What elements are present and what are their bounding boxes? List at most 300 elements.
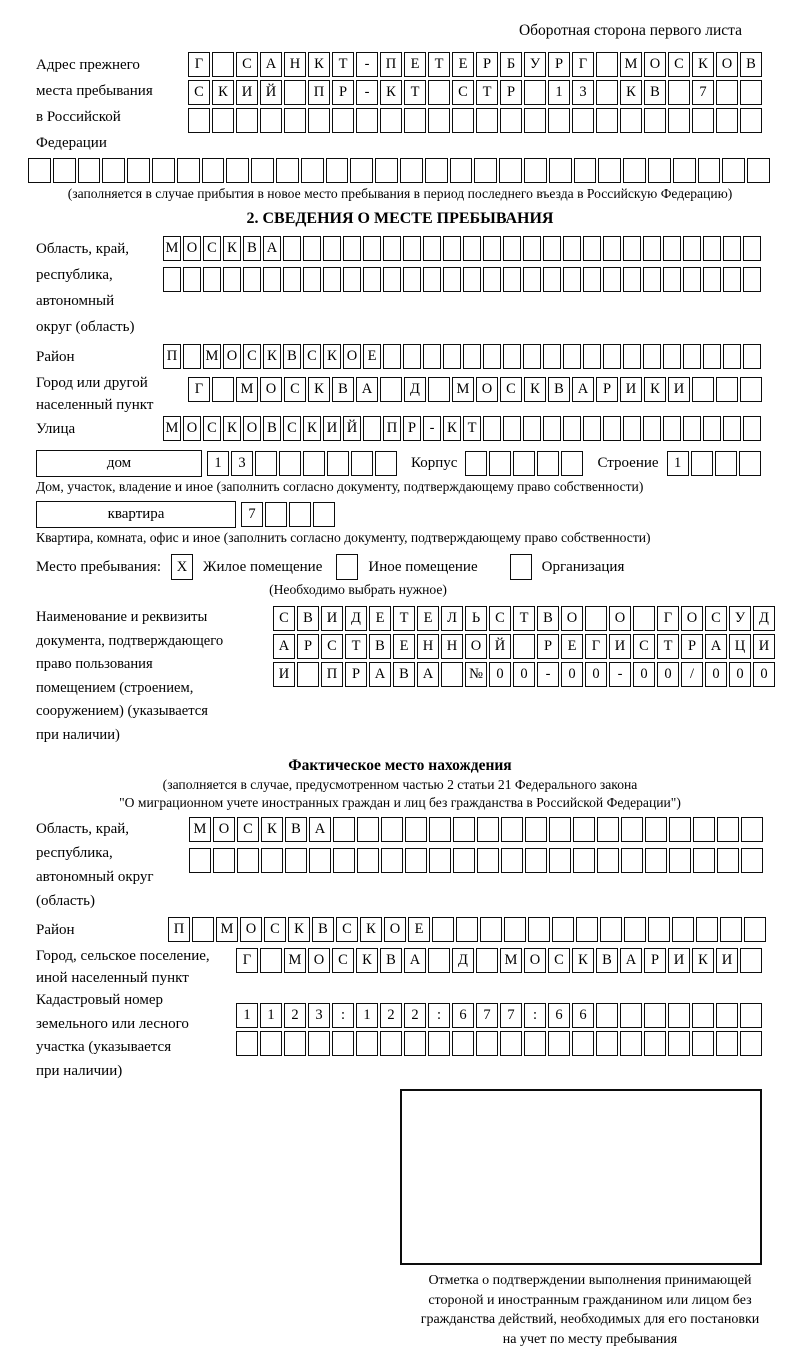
char-cell[interactable] <box>163 267 181 292</box>
char-cell[interactable]: А <box>260 52 282 77</box>
char-cell[interactable] <box>403 344 421 369</box>
char-cell[interactable]: К <box>323 344 341 369</box>
char-cell[interactable]: 0 <box>561 662 583 687</box>
char-cell[interactable] <box>477 848 499 873</box>
char-cell[interactable]: В <box>537 606 559 631</box>
char-cell[interactable] <box>261 848 283 873</box>
char-cell[interactable] <box>603 344 621 369</box>
char-cell[interactable]: С <box>500 377 522 402</box>
char-cell[interactable] <box>643 236 661 261</box>
char-cell[interactable] <box>501 848 523 873</box>
char-cell[interactable]: У <box>729 606 751 631</box>
char-cell[interactable] <box>500 1031 522 1056</box>
char-cell[interactable]: В <box>263 416 281 441</box>
char-cell[interactable] <box>78 158 101 183</box>
char-cell[interactable]: - <box>537 662 559 687</box>
char-cell[interactable] <box>189 848 211 873</box>
char-cell[interactable]: - <box>609 662 631 687</box>
char-cell[interactable] <box>668 1003 690 1028</box>
char-cell[interactable]: В <box>285 817 307 842</box>
char-cell[interactable]: О <box>223 344 241 369</box>
char-cell[interactable] <box>596 1031 618 1056</box>
char-cell[interactable]: К <box>692 948 714 973</box>
char-cell[interactable]: Д <box>452 948 474 973</box>
char-cell[interactable] <box>563 344 581 369</box>
char-cell[interactable] <box>453 817 475 842</box>
char-cell[interactable]: И <box>321 606 343 631</box>
char-cell[interactable]: П <box>380 52 402 77</box>
char-cell[interactable] <box>284 108 306 133</box>
char-cell[interactable]: Е <box>561 634 583 659</box>
char-cell[interactable] <box>563 267 581 292</box>
char-cell[interactable] <box>443 267 461 292</box>
char-cell[interactable] <box>236 108 258 133</box>
char-cell[interactable] <box>303 236 321 261</box>
char-cell[interactable] <box>543 344 561 369</box>
char-cell[interactable]: К <box>380 80 402 105</box>
char-cell[interactable]: А <box>273 634 295 659</box>
char-cell[interactable]: О <box>476 377 498 402</box>
char-cell[interactable] <box>276 158 299 183</box>
char-cell[interactable]: К <box>308 52 330 77</box>
char-cell[interactable] <box>212 52 234 77</box>
char-cell[interactable] <box>723 267 741 292</box>
char-cell[interactable] <box>212 377 234 402</box>
char-cell[interactable]: 0 <box>585 662 607 687</box>
char-cell[interactable] <box>603 416 621 441</box>
char-cell[interactable] <box>683 267 701 292</box>
char-cell[interactable]: 0 <box>513 662 535 687</box>
char-cell[interactable] <box>425 158 448 183</box>
char-cell[interactable]: - <box>356 52 378 77</box>
char-cell[interactable]: С <box>264 917 286 942</box>
char-cell[interactable]: В <box>548 377 570 402</box>
char-cell[interactable]: 1 <box>667 451 689 476</box>
char-cell[interactable] <box>428 948 450 973</box>
char-cell[interactable] <box>236 1031 258 1056</box>
char-cell[interactable]: А <box>369 662 391 687</box>
char-cell[interactable]: Н <box>441 634 463 659</box>
char-cell[interactable] <box>524 1031 546 1056</box>
char-cell[interactable] <box>237 848 259 873</box>
char-cell[interactable]: К <box>223 236 241 261</box>
char-cell[interactable]: Т <box>404 80 426 105</box>
char-cell[interactable]: С <box>203 416 221 441</box>
char-cell[interactable] <box>698 158 721 183</box>
char-cell[interactable]: Е <box>408 917 430 942</box>
char-cell[interactable]: В <box>297 606 319 631</box>
char-cell[interactable]: И <box>620 377 642 402</box>
char-cell[interactable]: О <box>384 917 406 942</box>
char-cell[interactable] <box>102 158 125 183</box>
char-cell[interactable]: М <box>216 917 238 942</box>
char-cell[interactable] <box>303 267 321 292</box>
char-cell[interactable]: Г <box>188 52 210 77</box>
char-cell[interactable]: О <box>681 606 703 631</box>
char-cell[interactable]: Г <box>657 606 679 631</box>
char-cell[interactable] <box>343 267 361 292</box>
char-cell[interactable] <box>203 267 221 292</box>
char-cell[interactable]: Й <box>489 634 511 659</box>
char-cell[interactable] <box>383 236 401 261</box>
char-cell[interactable] <box>563 416 581 441</box>
char-cell[interactable] <box>223 267 241 292</box>
char-cell[interactable]: Р <box>297 634 319 659</box>
char-cell[interactable]: К <box>303 416 321 441</box>
char-cell[interactable] <box>643 416 661 441</box>
char-cell[interactable] <box>356 108 378 133</box>
char-cell[interactable] <box>301 158 324 183</box>
char-cell[interactable]: А <box>620 948 642 973</box>
char-cell[interactable] <box>251 158 274 183</box>
char-cell[interactable] <box>740 377 762 402</box>
char-cell[interactable]: С <box>188 80 210 105</box>
char-cell[interactable] <box>326 158 349 183</box>
char-cell[interactable] <box>692 108 714 133</box>
char-cell[interactable] <box>308 1031 330 1056</box>
char-cell[interactable]: С <box>633 634 655 659</box>
char-cell[interactable]: Р <box>548 52 570 77</box>
char-cell[interactable] <box>543 416 561 441</box>
char-cell[interactable] <box>561 451 583 476</box>
char-cell[interactable]: 1 <box>356 1003 378 1028</box>
char-cell[interactable] <box>452 108 474 133</box>
char-cell[interactable] <box>643 344 661 369</box>
char-cell[interactable]: И <box>753 634 775 659</box>
char-cell[interactable]: Р <box>403 416 421 441</box>
char-cell[interactable]: М <box>500 948 522 973</box>
char-cell[interactable] <box>648 158 671 183</box>
char-cell[interactable] <box>327 451 349 476</box>
char-cell[interactable] <box>483 267 501 292</box>
char-cell[interactable]: 0 <box>705 662 727 687</box>
char-cell[interactable]: 2 <box>404 1003 426 1028</box>
char-cell[interactable] <box>351 451 373 476</box>
char-cell[interactable] <box>633 606 655 631</box>
char-cell[interactable]: П <box>383 416 401 441</box>
char-cell[interactable]: 0 <box>729 662 751 687</box>
char-cell[interactable] <box>543 236 561 261</box>
char-cell[interactable]: М <box>163 236 181 261</box>
char-cell[interactable]: В <box>243 236 261 261</box>
char-cell[interactable] <box>548 1031 570 1056</box>
char-cell[interactable] <box>423 236 441 261</box>
char-cell[interactable] <box>549 158 572 183</box>
char-cell[interactable] <box>743 267 761 292</box>
char-cell[interactable]: О <box>609 606 631 631</box>
char-cell[interactable] <box>692 1031 714 1056</box>
char-cell[interactable] <box>643 267 661 292</box>
char-cell[interactable]: О <box>243 416 261 441</box>
char-cell[interactable]: Т <box>332 52 354 77</box>
char-cell[interactable]: : <box>332 1003 354 1028</box>
char-cell[interactable]: Й <box>343 416 361 441</box>
char-cell[interactable]: Ь <box>465 606 487 631</box>
char-cell[interactable]: Г <box>236 948 258 973</box>
char-cell[interactable]: А <box>263 236 281 261</box>
char-cell[interactable]: С <box>243 344 261 369</box>
char-cell[interactable] <box>573 817 595 842</box>
char-cell[interactable] <box>644 108 666 133</box>
char-cell[interactable] <box>489 451 511 476</box>
char-cell[interactable] <box>429 817 451 842</box>
char-cell[interactable] <box>483 236 501 261</box>
char-cell[interactable] <box>548 108 570 133</box>
char-cell[interactable] <box>623 267 641 292</box>
char-cell[interactable]: С <box>336 917 358 942</box>
char-cell[interactable]: 7 <box>500 1003 522 1028</box>
char-cell[interactable] <box>715 451 737 476</box>
char-cell[interactable]: Д <box>345 606 367 631</box>
char-cell[interactable]: С <box>237 817 259 842</box>
char-cell[interactable] <box>309 848 331 873</box>
char-cell[interactable] <box>672 917 694 942</box>
char-cell[interactable]: А <box>309 817 331 842</box>
char-cell[interactable] <box>716 80 738 105</box>
char-cell[interactable] <box>480 917 502 942</box>
char-cell[interactable]: О <box>213 817 235 842</box>
char-cell[interactable]: И <box>716 948 738 973</box>
char-cell[interactable] <box>747 158 770 183</box>
char-cell[interactable]: С <box>489 606 511 631</box>
char-cell[interactable]: - <box>423 416 441 441</box>
char-cell[interactable] <box>525 817 547 842</box>
char-cell[interactable]: С <box>273 606 295 631</box>
char-cell[interactable] <box>620 1003 642 1028</box>
char-cell[interactable] <box>523 416 541 441</box>
char-cell[interactable] <box>668 80 690 105</box>
char-cell[interactable] <box>428 377 450 402</box>
char-cell[interactable]: М <box>189 817 211 842</box>
char-cell[interactable] <box>716 108 738 133</box>
char-cell[interactable] <box>603 236 621 261</box>
char-cell[interactable]: К <box>288 917 310 942</box>
char-cell[interactable]: Р <box>537 634 559 659</box>
char-cell[interactable] <box>443 236 461 261</box>
char-cell[interactable] <box>343 236 361 261</box>
char-cell[interactable]: Т <box>393 606 415 631</box>
char-cell[interactable]: 0 <box>633 662 655 687</box>
char-cell[interactable]: Л <box>441 606 463 631</box>
char-cell[interactable] <box>716 1003 738 1028</box>
char-cell[interactable]: Р <box>332 80 354 105</box>
char-cell[interactable]: К <box>360 917 382 942</box>
char-cell[interactable] <box>332 1031 354 1056</box>
char-cell[interactable] <box>696 917 718 942</box>
char-cell[interactable] <box>740 1031 762 1056</box>
char-cell[interactable] <box>428 80 450 105</box>
char-cell[interactable] <box>693 817 715 842</box>
char-cell[interactable] <box>477 817 499 842</box>
char-cell[interactable]: П <box>163 344 181 369</box>
char-cell[interactable] <box>381 817 403 842</box>
char-cell[interactable]: К <box>644 377 666 402</box>
char-cell[interactable] <box>703 236 721 261</box>
char-cell[interactable]: С <box>452 80 474 105</box>
char-cell[interactable] <box>723 236 741 261</box>
char-cell[interactable] <box>456 917 478 942</box>
char-cell[interactable] <box>500 108 522 133</box>
char-cell[interactable] <box>552 917 574 942</box>
char-cell[interactable]: 1 <box>236 1003 258 1028</box>
char-cell[interactable] <box>740 948 762 973</box>
char-cell[interactable]: Т <box>513 606 535 631</box>
char-cell[interactable] <box>53 158 76 183</box>
char-cell[interactable] <box>363 416 381 441</box>
char-cell[interactable]: Г <box>572 52 594 77</box>
char-cell[interactable] <box>703 416 721 441</box>
char-cell[interactable] <box>323 236 341 261</box>
char-cell[interactable]: О <box>465 634 487 659</box>
char-cell[interactable]: Н <box>284 52 306 77</box>
char-cell[interactable] <box>743 344 761 369</box>
char-cell[interactable] <box>743 236 761 261</box>
char-cell[interactable] <box>597 817 619 842</box>
char-cell[interactable] <box>465 451 487 476</box>
char-cell[interactable]: В <box>283 344 301 369</box>
char-cell[interactable] <box>600 917 622 942</box>
char-cell[interactable] <box>624 917 646 942</box>
char-cell[interactable]: С <box>284 377 306 402</box>
char-cell[interactable] <box>583 416 601 441</box>
char-cell[interactable] <box>596 108 618 133</box>
char-cell[interactable]: 7 <box>692 80 714 105</box>
char-cell[interactable]: Т <box>463 416 481 441</box>
char-cell[interactable] <box>183 267 201 292</box>
char-cell[interactable] <box>405 817 427 842</box>
char-cell[interactable] <box>503 267 521 292</box>
char-cell[interactable]: К <box>524 377 546 402</box>
char-cell[interactable] <box>620 1031 642 1056</box>
char-cell[interactable]: С <box>332 948 354 973</box>
char-cell[interactable]: О <box>260 377 282 402</box>
char-cell[interactable] <box>524 80 546 105</box>
char-cell[interactable] <box>375 158 398 183</box>
char-cell[interactable] <box>476 948 498 973</box>
char-cell[interactable] <box>683 344 701 369</box>
char-cell[interactable]: Е <box>393 634 415 659</box>
char-cell[interactable] <box>476 1031 498 1056</box>
char-cell[interactable]: 6 <box>452 1003 474 1028</box>
char-cell[interactable] <box>192 917 214 942</box>
char-cell[interactable]: Г <box>585 634 607 659</box>
char-cell[interactable] <box>428 108 450 133</box>
char-cell[interactable]: А <box>404 948 426 973</box>
char-cell[interactable]: А <box>417 662 439 687</box>
char-cell[interactable]: 2 <box>380 1003 402 1028</box>
char-cell[interactable]: Е <box>369 606 391 631</box>
char-cell[interactable] <box>583 344 601 369</box>
char-cell[interactable] <box>543 267 561 292</box>
char-cell[interactable]: 6 <box>572 1003 594 1028</box>
char-cell[interactable] <box>127 158 150 183</box>
char-cell[interactable] <box>740 1003 762 1028</box>
char-cell[interactable]: О <box>716 52 738 77</box>
char-cell[interactable]: Г <box>188 377 210 402</box>
char-cell[interactable] <box>596 1003 618 1028</box>
char-cell[interactable] <box>501 817 523 842</box>
char-cell[interactable] <box>621 848 643 873</box>
char-cell[interactable] <box>283 236 301 261</box>
char-cell[interactable] <box>255 451 277 476</box>
char-cell[interactable] <box>463 267 481 292</box>
char-cell[interactable] <box>596 80 618 105</box>
char-cell[interactable] <box>644 1031 666 1056</box>
char-cell[interactable]: О <box>183 416 201 441</box>
char-cell[interactable] <box>585 606 607 631</box>
char-cell[interactable] <box>476 108 498 133</box>
char-cell[interactable] <box>483 344 501 369</box>
char-cell[interactable] <box>717 817 739 842</box>
char-cell[interactable]: 0 <box>753 662 775 687</box>
char-cell[interactable]: В <box>393 662 415 687</box>
char-cell[interactable] <box>717 848 739 873</box>
char-cell[interactable]: Т <box>345 634 367 659</box>
char-cell[interactable]: И <box>236 80 258 105</box>
char-cell[interactable] <box>381 848 403 873</box>
char-cell[interactable] <box>669 817 691 842</box>
char-cell[interactable] <box>549 848 571 873</box>
char-cell[interactable] <box>403 236 421 261</box>
char-cell[interactable]: В <box>740 52 762 77</box>
char-cell[interactable] <box>474 158 497 183</box>
char-cell[interactable]: К <box>263 344 281 369</box>
char-cell[interactable] <box>213 848 235 873</box>
char-cell[interactable]: В <box>332 377 354 402</box>
char-cell[interactable] <box>744 917 766 942</box>
char-cell[interactable] <box>741 848 763 873</box>
char-cell[interactable]: П <box>168 917 190 942</box>
char-cell[interactable]: С <box>203 236 221 261</box>
char-cell[interactable] <box>383 344 401 369</box>
char-cell[interactable] <box>423 344 441 369</box>
char-cell[interactable] <box>524 108 546 133</box>
char-cell[interactable]: К <box>356 948 378 973</box>
char-cell[interactable] <box>740 108 762 133</box>
char-cell[interactable] <box>289 502 311 527</box>
char-cell[interactable] <box>265 502 287 527</box>
char-cell[interactable] <box>692 377 714 402</box>
char-cell[interactable] <box>693 848 715 873</box>
char-cell[interactable]: О <box>524 948 546 973</box>
char-cell[interactable] <box>279 451 301 476</box>
char-cell[interactable] <box>499 158 522 183</box>
char-cell[interactable] <box>663 236 681 261</box>
char-cell[interactable] <box>297 662 319 687</box>
char-cell[interactable] <box>28 158 51 183</box>
char-cell[interactable]: И <box>273 662 295 687</box>
char-cell[interactable]: № <box>465 662 487 687</box>
char-cell[interactable] <box>525 848 547 873</box>
char-cell[interactable] <box>716 377 738 402</box>
char-cell[interactable]: В <box>380 948 402 973</box>
char-cell[interactable] <box>260 948 282 973</box>
char-cell[interactable] <box>576 917 598 942</box>
char-cell[interactable]: Т <box>657 634 679 659</box>
char-cell[interactable]: С <box>283 416 301 441</box>
char-cell[interactable]: С <box>548 948 570 973</box>
char-cell[interactable]: О <box>308 948 330 973</box>
char-cell[interactable] <box>648 917 670 942</box>
char-cell[interactable] <box>623 416 641 441</box>
char-cell[interactable] <box>598 158 621 183</box>
char-cell[interactable] <box>574 158 597 183</box>
char-cell[interactable] <box>380 377 402 402</box>
char-cell[interactable] <box>333 848 355 873</box>
char-cell[interactable] <box>428 1031 450 1056</box>
char-cell[interactable] <box>152 158 175 183</box>
char-cell[interactable] <box>668 1031 690 1056</box>
